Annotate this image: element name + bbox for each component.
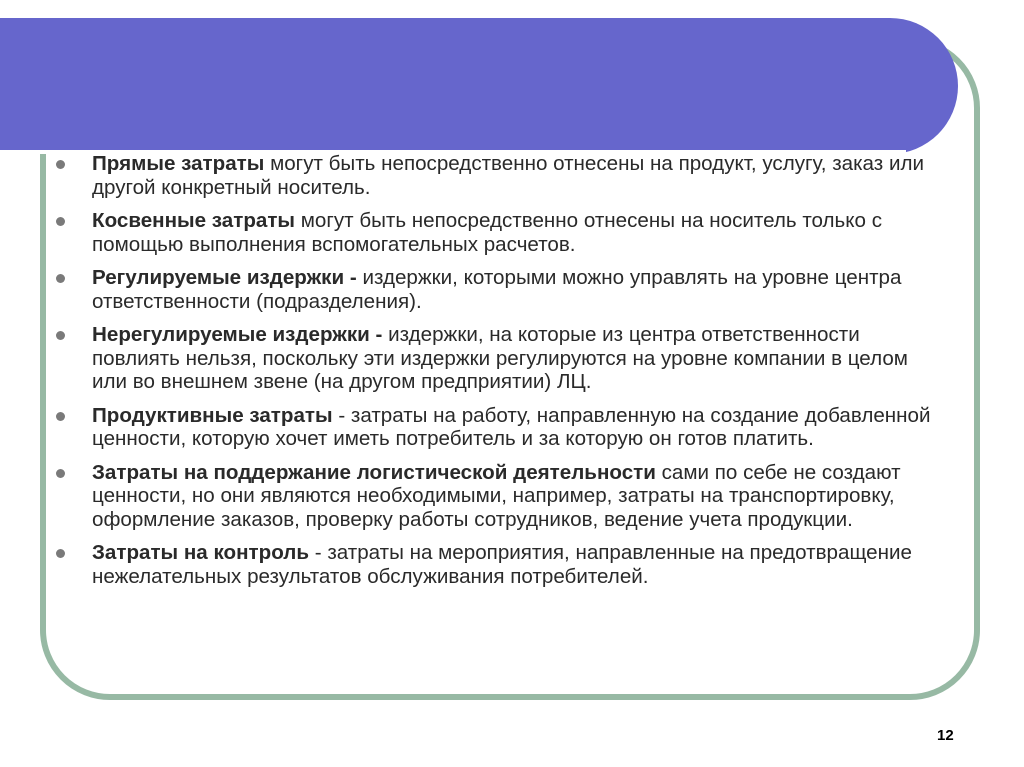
item-term: Нерегулируемые издержки - [92,323,383,346]
item-term: Косвенные затраты [92,209,296,232]
bullet-icon [56,412,65,421]
item-text: - затраты на мероприятия, направленные на предотвращение нежелательных результатов обслуживания потребителей. [92,541,912,588]
list-item [50,404,945,451]
item-term: Продуктивные затраты [92,403,333,427]
list-item [50,209,945,256]
list-item [50,266,945,313]
bullet-icon [56,549,65,558]
item-text: сами по себе не создают ценности, но они являются необходимыми, например, затраты на транспортировку, оформление заказов, проверку работы сотрудников, ведение учета продукции. [92,460,901,531]
item-text: могут быть непосредственно отнесены на носитель только с помощью выполнения вспомогательных расчетов. [92,209,882,256]
list-item [50,461,945,532]
item-term: Прямые затраты [92,152,265,175]
item-term: Регулируемые издержки - [92,266,357,289]
list-item [50,152,945,199]
bullet-icon [56,274,65,283]
list-item [50,541,945,588]
item-text: могут быть непосредственно отнесены на продукт, услугу, заказ или другой конкретный носитель. [92,152,924,199]
item-term: Затраты на поддержание логистической деятельности [92,460,656,484]
bullet-icon [56,331,65,340]
item-text: издержки, которыми можно управлять на уровне центра ответственности (подразделения). [92,266,902,313]
item-text: издержки, на которые из центра ответственности повлиять нельзя, поскольку эти издержки регулируются на уровне компании в целом или во внешнем звене (на другом предприятии) ЛЦ. [92,323,908,393]
bullet-list [50,152,945,598]
page-number: 12 [937,727,954,744]
bullet-icon [56,469,65,478]
item-text: - затраты на работу, направленную на создание добавленной ценности, которую хочет иметь потребитель и за которую он готов платить. [92,403,931,450]
title-banner [0,18,958,154]
item-term: Затраты на контроль [92,541,310,564]
bullet-icon [56,160,65,169]
bullet-icon [56,217,65,226]
list-item [50,323,945,394]
